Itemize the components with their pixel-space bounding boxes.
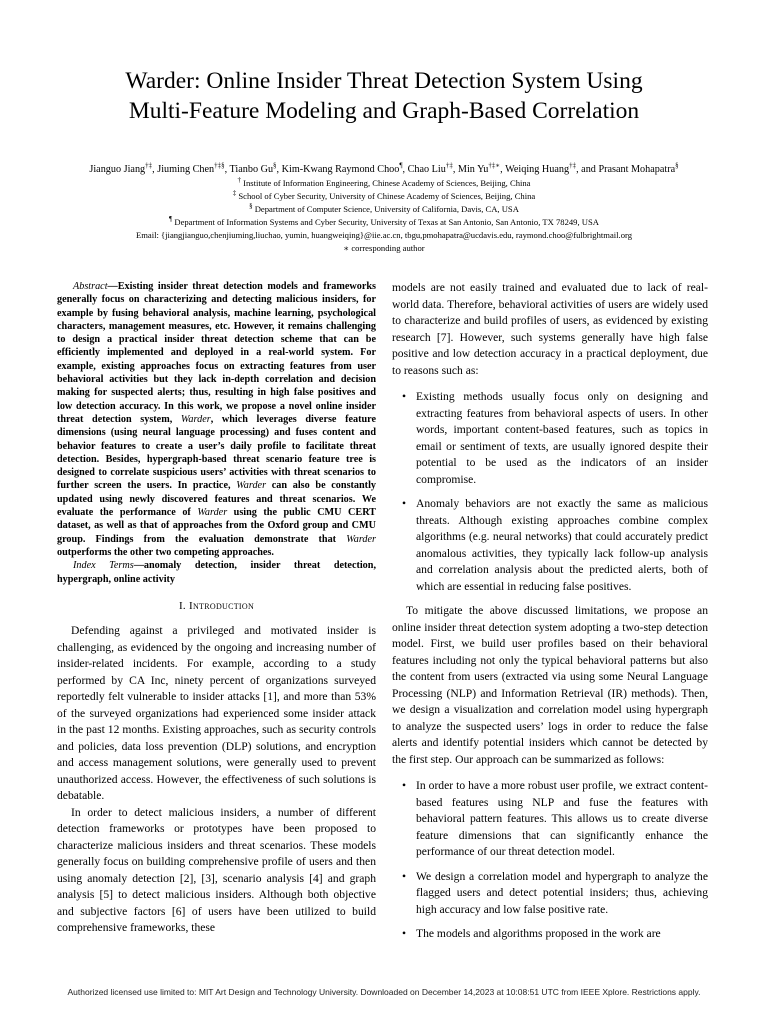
author: Chao Liu†‡, (407, 161, 458, 175)
affiliation: § Department of Computer Science, University of California, Davis, CA, USA (249, 201, 519, 214)
paper-title (40, 66, 728, 126)
author: Prasant Mohapatra§ (598, 161, 679, 175)
intro-paragraph-4: To mitigate the above discussed limitations, we propose an online insider threat detection system adopting a two-step detection model. First, we build user profiles based on their behavioral features including not only the typical behavioral patterns but also the content from users (extracted via using some Neural Language Processing (NLP) and Information Retrieval (IR) methods). Then, we design a visualization and correlation model using hypergraph to analyze the suspected users’ logs in order to reduce the false alerts and identify potential insiders which cannot be detected by the first step. Our approach can be summarized as follows: (392, 604, 708, 766)
author: Min Yu†‡∗, (457, 161, 506, 175)
list-item: • In order to have a more robust user profile, we extract content-based features using NLP and fuse the features with behavioral pattern features. This allows us to create diverse feature dimensions that can significantly enhance the performance of our threat detection model. (402, 779, 708, 858)
contributions-list (392, 778, 708, 943)
intro-paragraph-1: Defending against a privileged and motivated insider is challenging, as evidenced by the ongoing and increasing number of insider-related incidents. For example, according to a study performed by CA Inc, ninety percent of organizations surveyed reportedly felt vulnerable to insider attacks [1], and more than 53% of the surveyed organizations had experienced some insider attack in the past 12 months. Existing approaches, such as security controls and policies, data loss prevention (DLP) solutions, and encryption and access management solutions, were generally used to prevent unauthorized access. However, the effectiveness of such solutions is debatable. (57, 624, 376, 803)
list-item: • We design a correlation model and hypergraph to analyze the flagged users and detect potential insiders; thus, achieving high accuracy and low false positive rate. (402, 869, 708, 916)
limitations-list (392, 389, 708, 595)
title-line-2: Multi-Feature Modeling and Graph-Based Correlation (128, 98, 640, 124)
list-item: • The models and algorithms proposed in the work are (402, 927, 661, 940)
left-column (57, 280, 376, 937)
intro-paragraph-2: In order to detect malicious insiders, a number of different detection frameworks or prototypes have been proposed to characterize malicious insiders and threat scenarios. These models generally focus on building comprehensive profile of users and then using anomaly detection [2], [3], scenario analysis [4] and graph analysis [5] to detect malicious insiders. Although both objective and subjective factors [6] of users have been utilized to build comprehensive frameworks, these (57, 805, 376, 935)
author: Kim-Kwang Raymond Choo¶, (281, 161, 408, 175)
affiliation: ¶ Department of Information Systems and Cyber Security, University of Texas at San Antonio, San Antonio, TX 78249, USA (169, 214, 599, 227)
intro-paragraph-3: models are not easily trained and evaluated due to lack of real-world data. Therefore, behavioral activities of users are widely used to characterize and build profiles of users, as evidenced by existing research [7]. However, such systems generally have high false positive and low detection accuracy in a practical deployment, due to reasons such as: (392, 281, 708, 377)
author: Jianguo Jiang†‡, (89, 161, 158, 175)
affiliation: † Institute of Information Engineering, Chinese Academy of Sciences, Beijing, China (237, 176, 531, 188)
list-item: • Anomaly behaviors are not exactly the same as malicious threats. Although existing approaches combine complex algorithms (e.g. neural networks) that could accurately predict anomalous activities, they typically lack follow-up analysis and correlation analysis about the predicted alerts, both of which are essential in reducing false positives. (402, 497, 708, 593)
license-footer: Authorized licensed use limited to: MIT Art Design and Technology University. Downloaded on December 14,2023 at 10:08:51 UTC from IEEE Xplore. Restrictions apply. (67, 987, 701, 997)
title-line-1: Warder: Online Insider Threat Detection System Using (125, 68, 643, 94)
right-column (392, 280, 708, 951)
affiliation: ‡ School of Cyber Security, University of Chinese Academy of Sciences, Beijing, China (232, 189, 536, 201)
corresponding-author-note: ∗ corresponding author (343, 242, 425, 253)
email-line: Email: {jiangjianguo,chenjiuming,liuchao, yumin, huangweiqing}@iie.ac.cn, tbgu,pmohapatra@ucdavis.edu, raymond.choo@fulbrightmail.org (135, 229, 633, 240)
author: Tianbo Gu§, (229, 161, 282, 175)
abstract: Abstract—Existing insider threat detection models and frameworks generally focus on characterizing and detecting malicious insiders, for example by fusing behavioral analysis, machine learning, psychological characters, management measures, etc. However, it remains challenging to design a practical insider threat detection scheme that can be efficiently implemented and deployed in a real-world system. For example, existing approaches focus on extracting features from user behavioral activities but they lack in-depth correlation and decision making for suspected alerts; thus, resulting in high false positives and low detection accuracy. In this work, we propose a novel online insider threat detection system, Warder, which leverages diverse feature dimensions (using neural language processing) and fuses content and behavior features to create a user’s daily profile to facilitate threat detection. Besides, hypergraph-based threat scenario feature tree is designed to correlate suspicious users’ activities with threat scenarios to further screen the users. In practice, Warder can also be constantly updated using newly discovered features and threat scenarios. We evaluate the performance of Warder using the public CMU CERT dataset, as well as that of approaches from the Oxford group and CMU group. Findings from the evaluation demonstrate that Warder outperforms the other two competing approaches. (57, 281, 377, 558)
section-heading-introduction: I. Introduction (178, 599, 255, 612)
index-terms: Index Terms—anomaly detection, insider threat detection, hypergraph, online activity (57, 560, 376, 585)
affiliations (30, 177, 738, 254)
list-item: • Existing methods usually focus only on designing and extracting features from behavioral aspects of users. In other words, important content-based features, such as topics in email or sentiment of texts, are usually ignored despite their potential to be used as the indicators of an insider compromise. (402, 390, 708, 486)
author: Weiqing Huang†‡, and (505, 161, 599, 175)
author-list (30, 163, 738, 176)
author: Jiuming Chen†‡§, (157, 161, 230, 175)
